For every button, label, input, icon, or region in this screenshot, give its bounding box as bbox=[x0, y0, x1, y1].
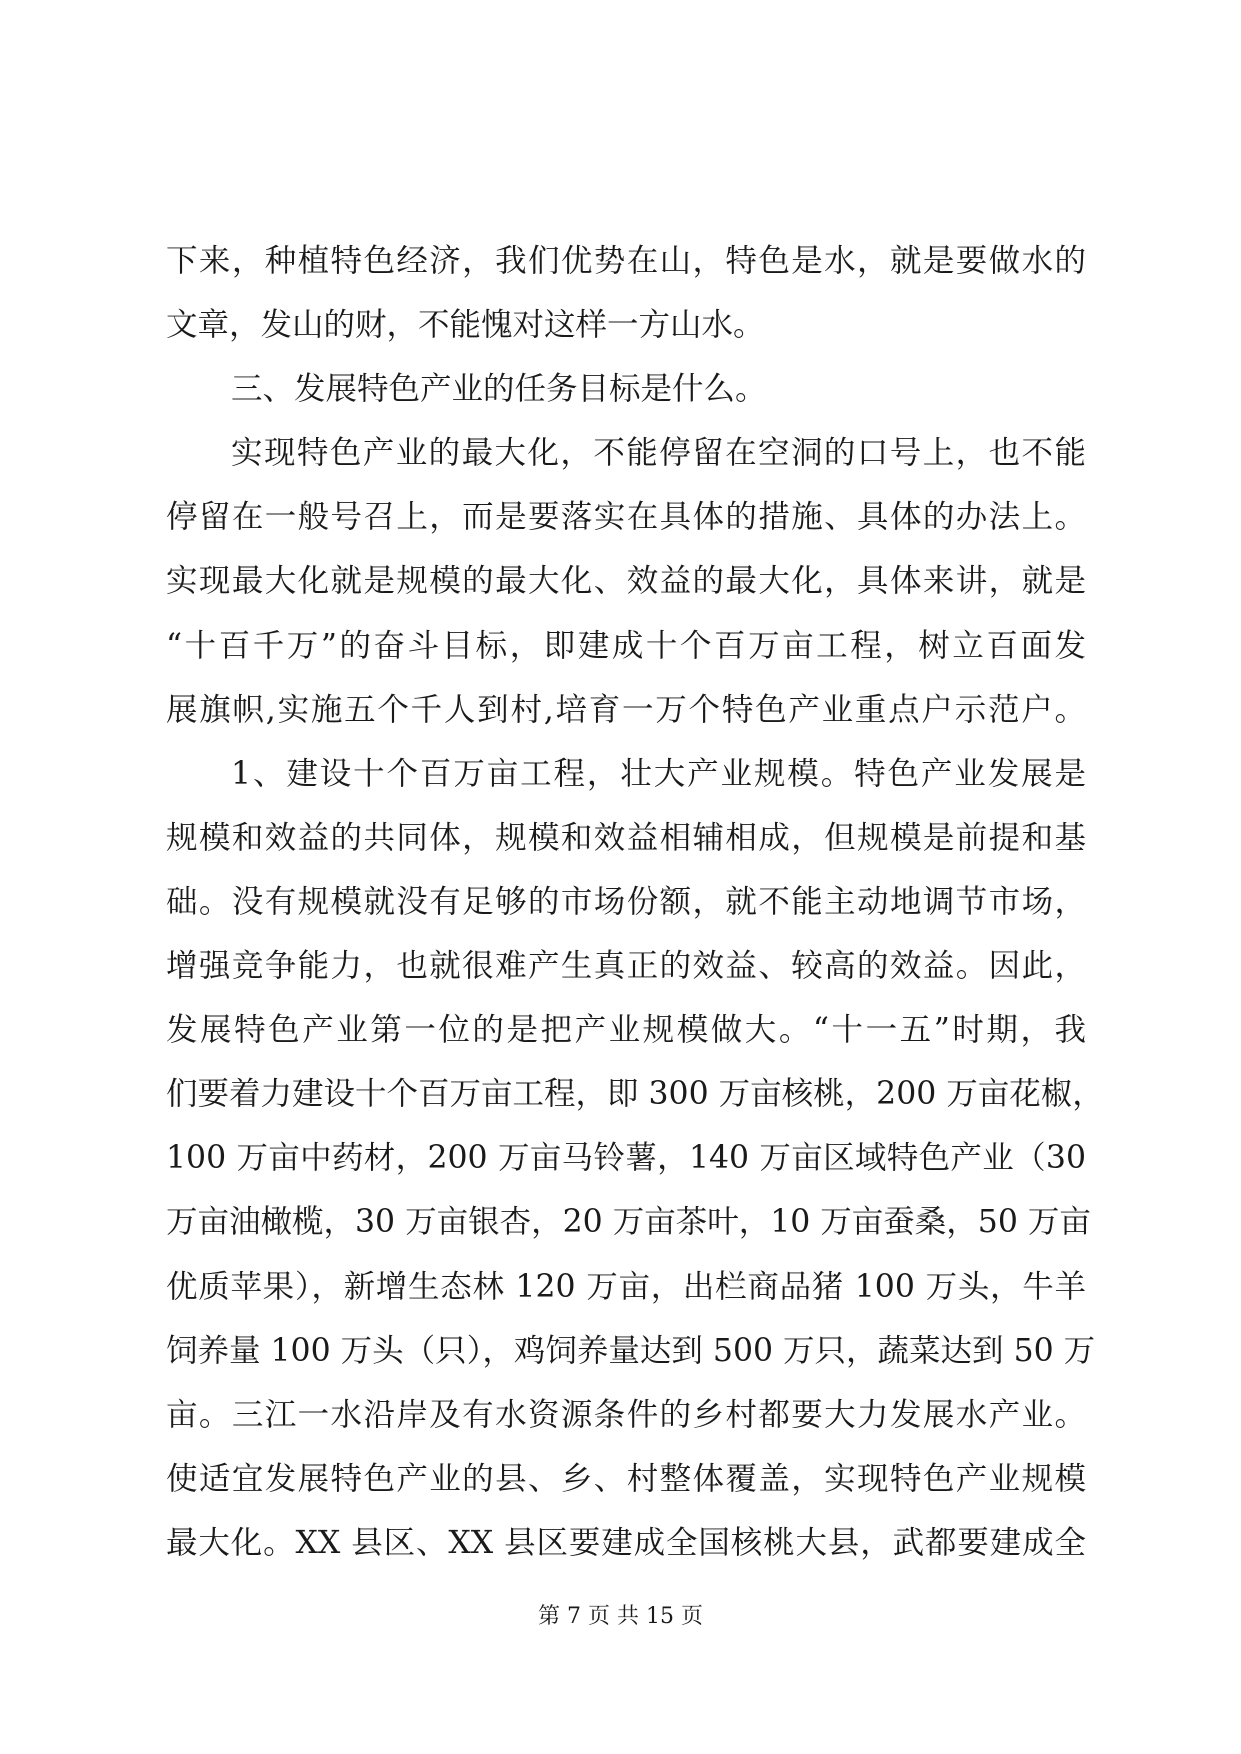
text-line: 停留在一般号召上，而是要落实在具体的措施、具体的办法上。 bbox=[166, 499, 1086, 536]
text-line: 们要着力建设十个百万亩工程，即 300 万亩核桃，200 万亩花椒， bbox=[166, 1076, 1104, 1113]
text-line: 实现最大化就是规模的最大化、效益的最大化，具体来讲，就是 bbox=[166, 563, 1086, 600]
body-text bbox=[166, 229, 1104, 1575]
text-line: “十百千万”的奋斗目标，即建成十个百万亩工程，树立百面发 bbox=[166, 627, 1086, 664]
page-number-footer: 第 7 页 共 15 页 bbox=[538, 1604, 703, 1629]
text-line: 下来，种植特色经济，我们优势在山，特色是水，就是要做水的 bbox=[166, 243, 1086, 279]
text-line: 万亩油橄榄，30 万亩银杏，20 万亩茶叶，10 万亩蚕桑，50 万亩 bbox=[166, 1204, 1091, 1241]
text-line: 规模和效益的共同体，规模和效益相辅相成，但规模是前提和基 bbox=[166, 819, 1086, 856]
text-line: 100 万亩中药材，200 万亩马铃薯，140 万亩区域特色产业（30 bbox=[166, 1140, 1086, 1177]
text-line: 1、建设十个百万亩工程，壮大产业规模。特色产业发展是 bbox=[231, 755, 1086, 792]
text-line: 发展特色产业第一位的是把产业规模做大。“十一五”时期，我 bbox=[166, 1012, 1086, 1049]
text-line: 饲养量 100 万头（只），鸡饲养量达到 500 万只，蔬菜达到 50 万 bbox=[166, 1332, 1096, 1369]
text-line: 文章，发山的财，不能愧对这样一方山水。 bbox=[166, 307, 765, 344]
text-line: 展旗帜,实施五个千人到村,培育一万个特色产业重点户示范户。 bbox=[166, 691, 1086, 728]
text-line: 实现特色产业的最大化，不能停留在空洞的口号上，也不能 bbox=[231, 435, 1086, 472]
section-heading: 三、发展特色产业的任务目标是什么。 bbox=[231, 371, 767, 408]
text-line: 亩。三江一水沿岸及有水资源条件的乡村都要大力发展水产业。 bbox=[166, 1396, 1086, 1433]
text-line: 使适宜发展特色产业的县、乡、村整体覆盖，实现特色产业规模 bbox=[166, 1460, 1086, 1497]
text-line: 优质苹果），新增生态林 120 万亩，出栏商品猪 100 万头，牛羊 bbox=[166, 1268, 1086, 1305]
text-line: 增强竞争能力，也就很难产生真正的效益、较高的效益。因此， bbox=[166, 948, 1086, 985]
text-line: 最大化。XX 县区、XX 县区要建成全国核桃大县，武都要建成全 bbox=[166, 1524, 1086, 1561]
text-line: 础。没有规模就没有足够的市场份额，就不能主动地调节市场， bbox=[166, 883, 1086, 920]
